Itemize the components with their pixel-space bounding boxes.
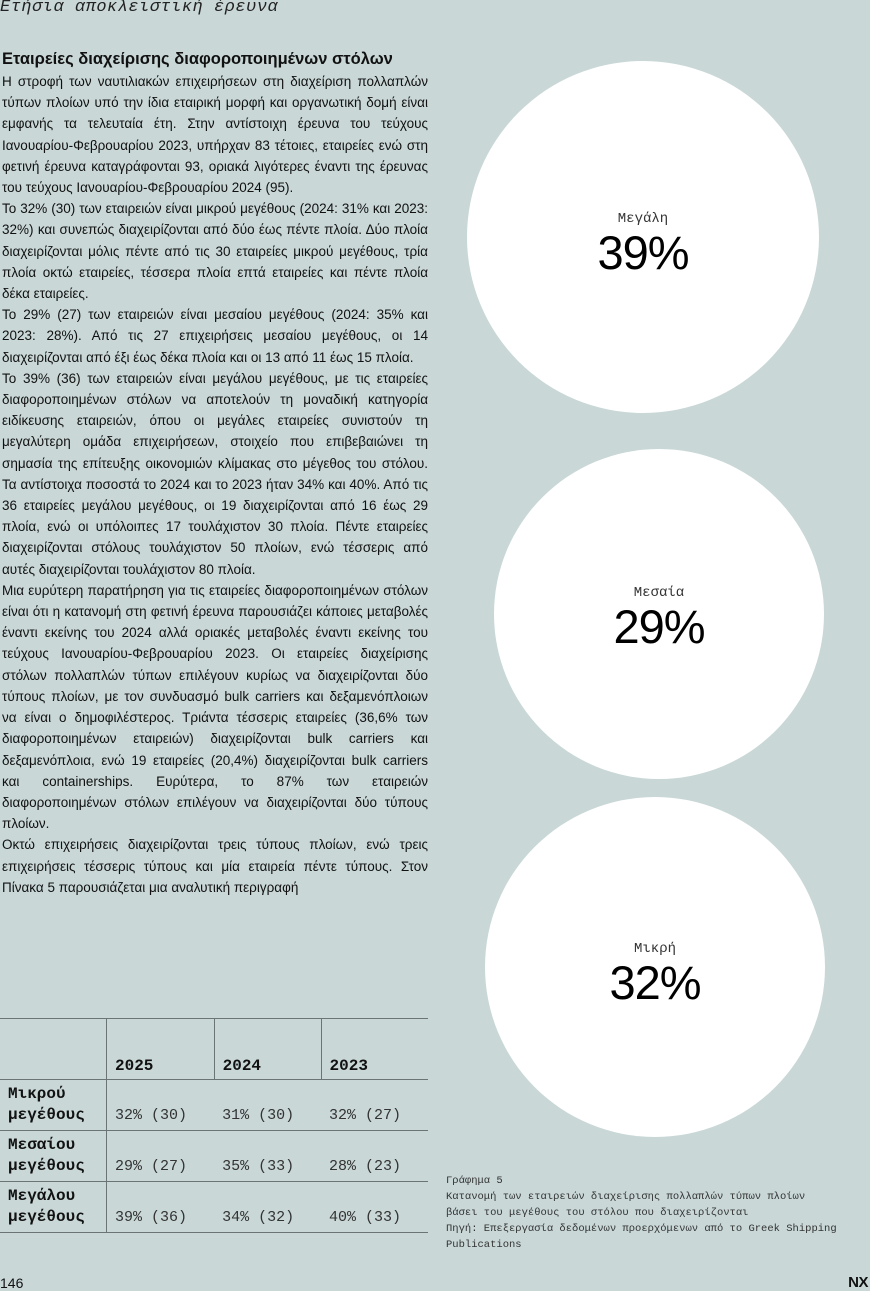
bubble-value-medium: 29% (613, 600, 705, 653)
size-table (0, 1018, 428, 1233)
running-header: Ετήσια αποκλειστική έρευνα (0, 0, 279, 17)
table-header-row (0, 1019, 428, 1080)
table-cell: 40% (33) (321, 1182, 428, 1233)
article-heading: Εταιρείες διαχείρισης διαφοροποιημένων στόλων (2, 50, 393, 68)
figure-caption (446, 1173, 866, 1253)
bubble-large (467, 61, 819, 413)
table-row (0, 1080, 428, 1131)
bubble-small (485, 797, 825, 1137)
table-header-cell: 2023 (321, 1019, 428, 1080)
table-corner (0, 1019, 107, 1080)
caption-line: Πηγή: Επεξεργασία δεδομένων προερχόμενων από το Greek Shipping (446, 1223, 837, 1235)
paragraph: Το 39% (36) των εταιρειών είναι μεγάλου μεγέθους, με τις εταιρείες διαφοροποιημένων στόλων να αποτελούν τη μοναδική κατηγορία ειδίκευσης εταιρειών, όπου οι μεγάλες εταιρείες συνιστούν τη μεγαλύτερη ομάδα επιχειρήσεων, στοιχείο που επιβεβαιώνει τη σημασία της επίτευξης οικονομιών κλίμακας στο μέγεθος του στόλου. Τα αντίστοιχα ποσοστά το 2024 και το 2023 ήταν 34% και 40%. Από τις 36 εταιρείες μεγάλου μεγέθους, οι 19 διαχειρίζονται από 16 έως 29 πλοία, ενώ οι υπόλοιπες 17 τουλάχιστον 30 πλοία. Πέντε εταιρείες διαχειρίζονται στόλους τουλάχιστον 50 πλοίων, ενώ τέσσερις από αυτές διαχειρίζονται τουλάχιστον 80 πλοία. (2, 370, 428, 577)
bubble-medium (494, 449, 824, 779)
page-number: 146 (0, 1275, 24, 1291)
table-cell: 32% (27) (321, 1080, 428, 1131)
table-row (0, 1182, 428, 1233)
table-cell: 39% (36) (107, 1182, 215, 1233)
table-cell: 34% (32) (214, 1182, 321, 1233)
caption-line: Publications (446, 1239, 522, 1251)
row-label: Μικρού μεγέθους (0, 1080, 107, 1131)
article (2, 48, 428, 898)
row-label: Μεγάλου μεγέθους (0, 1182, 107, 1233)
table-cell: 29% (27) (107, 1131, 215, 1182)
table-header-cell: 2025 (107, 1019, 215, 1080)
paragraph: Το 32% (30) των εταιρειών είναι μικρού μεγέθους (2024: 31% και 2023: 32%) και συνεπώς διαχειρίζονται από δύο έως πέντε πλοία. Δύο πλοία διαχειρίζονται μόλις πέντε από τις 30 εταιρείες μικρού μεγέθους, τρία πλοία οκτώ εταιρείες, τέσσερα πλοία επτά εταιρείες και πέντε πλοία δέκα εταιρείες. (2, 201, 428, 302)
bubble-value-large: 39% (597, 226, 689, 279)
caption-line: Γράφημα 5 (446, 1175, 503, 1187)
bubble-label-small: Μικρή (633, 941, 676, 957)
table-header-cell: 2024 (214, 1019, 321, 1080)
bubble-value-small: 32% (609, 956, 701, 1009)
paragraph: Οκτώ επιχειρήσεις διαχειρίζονται τρεις τύπους πλοίων, ενώ τρεις επιχειρήσεις τέσσερις τύπους και μία εταιρεία πέντε τύπους. Στον Πίνακα 5 παρουσιάζεται μια αναλυτική περιγραφή (2, 837, 428, 895)
bubble-label-medium: Μεσαία (633, 585, 685, 601)
paragraph: Μια ευρύτερη παρατήρηση για τις εταιρείες διαφοροποιημένων στόλων είναι ότι η κατανομή στη φετινή έρευνα παρουσιάζει κάποιες μεταβολές έναντι εκείνης του 2024 αλλά οριακές μεταβολές έναντι εκείνης του τεύχους Ιανουαρίου-Φεβρουαρίου 2023. Οι εταιρείες διαχείρισης στόλων πολλαπλών τύπων επιλέγουν κυρίως να διαχειρίζονται δύο τύπους πλοίων, με τον συνδυασμό bulk carriers και δεξαμενόπλοιων να είναι ο δημοφιλέστερος. Τριάντα τέσσερις εταιρείες (36,6% των διαφοροποιημένων εταιρειών) διαχειρίζονται bulk carriers και δεξαμενόπλοια, ενώ 19 εταιρείες (20,4%) διαχειρίζονται bulk carriers και containerships. Ευρύτερα, το 87% των εταιρειών διαφοροποιημένων στόλων επιλέγουν να διαχειρίζονται δύο τύπους πλοίων. (2, 582, 428, 832)
table-cell: 28% (23) (321, 1131, 428, 1182)
brand-logo: NX (848, 1274, 868, 1291)
row-label: Μεσαίου μεγέθους (0, 1131, 107, 1182)
article-body (2, 71, 428, 898)
paragraph: Η στροφή των ναυτιλιακών επιχειρήσεων στη διαχείριση πολλαπλών τύπων πλοίων υπό την ίδια εταιρική μορφή και οργανωτική δομή είναι εμφανής τα τελευταία έτη. Στην αντίστοιχη έρευνα του τεύχους Ιανουαρίου-Φεβρουαρίου 2023, υπήρχαν 83 τέτοιες, εταιρείες ενώ στη φετινή έρευνα καταγράφονται 93, οριακά λιγότερες έναντι της έρευνας του τεύχους Ιανουαρίου-Φεβρουαρίου 2024 (95). (2, 74, 428, 196)
table-cell: 31% (30) (214, 1080, 321, 1131)
table-cell: 35% (33) (214, 1131, 321, 1182)
caption-line: Κατανομή των εταιρειών διαχείρισης πολλαπλών τύπων πλοίων (446, 1191, 806, 1203)
bubble-label-large: Μεγάλη (617, 211, 669, 227)
caption-line: βάσει του μεγέθους του στόλου που διαχειρίζονται (446, 1207, 749, 1219)
table-row (0, 1131, 428, 1182)
paragraph: Το 29% (27) των εταιρειών είναι μεσαίου μεγέθους (2024: 35% και 2023: 28%). Από τις 27 επιχειρήσεις μεσαίου μεγέθους, οι 14 διαχειρίζονται από έξι έως δέκα πλοία και οι 13 από 11 έως 15 πλοία. (2, 307, 428, 365)
table-cell: 32% (30) (107, 1080, 215, 1131)
